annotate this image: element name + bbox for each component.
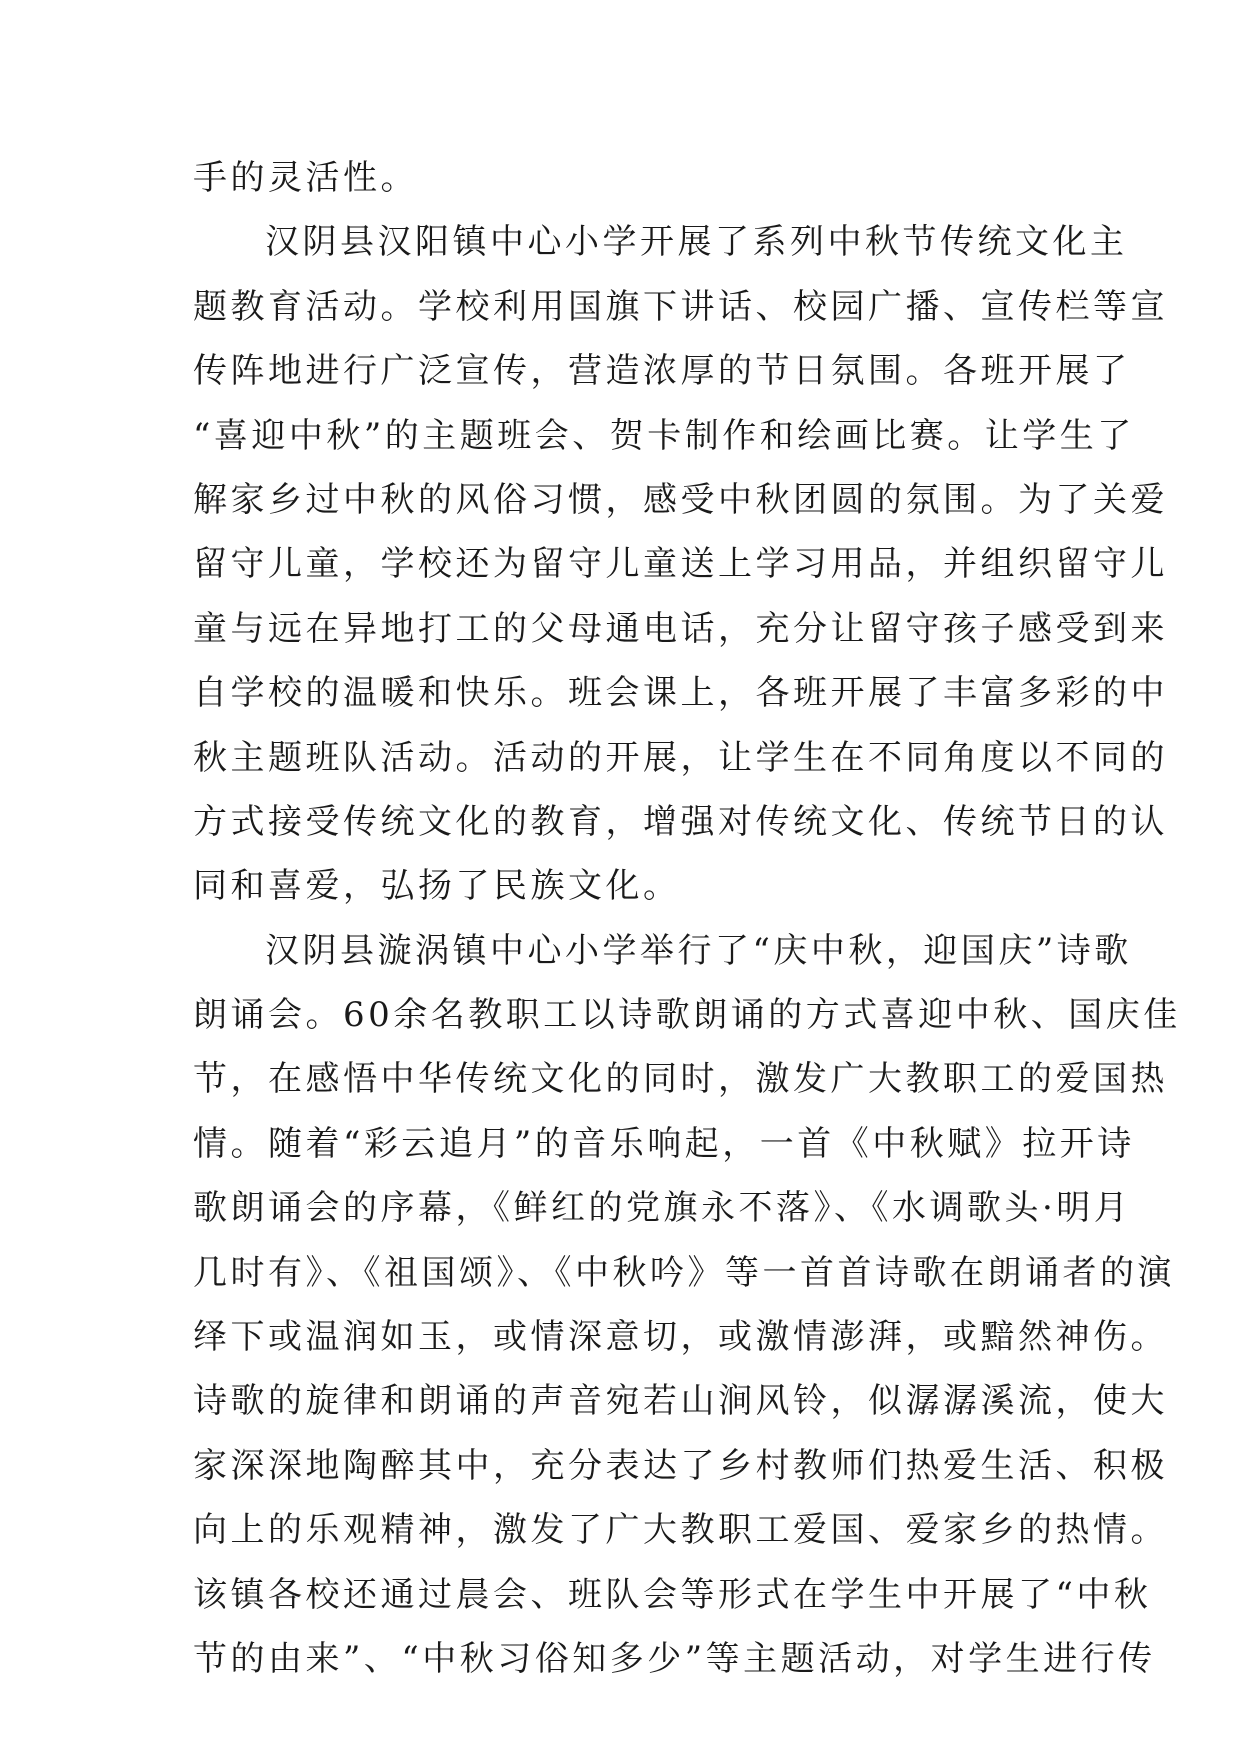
text-line: 汉阴县漩涡镇中心小学举行了“庆中秋，迎国庆”诗歌 <box>265 930 1132 971</box>
text-line: 情。随着“彩云追月”的音乐响起，一首《中秋赋》拉开诗 <box>193 1123 1135 1164</box>
text-line: 诗歌的旋律和朗诵的声音宛若山涧风铃，似潺潺溪流，使大 <box>193 1381 1168 1422</box>
text-line: 朗诵会。60余名教职工以诗歌朗诵的方式喜迎中秋、国庆佳 <box>193 995 1181 1036</box>
text-line: 解家乡过中秋的风俗习惯，感受中秋团圆的氛围。为了关爱 <box>193 479 1168 520</box>
text-line: 童与远在异地打工的父母通电话，充分让留守孩子感受到来 <box>193 608 1168 649</box>
text-line: 节的由来”、“中秋习俗知多少”等主题活动，对学生进行传 <box>193 1638 1156 1679</box>
text-line: 绎下或温润如玉，或情深意切，或激情澎湃，或黯然神伤。 <box>193 1317 1168 1358</box>
text-line: 同和喜爱，弘扬了民族文化。 <box>193 866 681 907</box>
text-line: 留守儿童，学校还为留守儿童送上学习用品，并组织留守儿 <box>193 544 1168 585</box>
text-line: 歌朗诵会的序幕，《鲜红的党旗永不落》、《水调歌头·明月 <box>193 1188 1132 1229</box>
body-text <box>193 146 1181 1691</box>
text-line: 向上的乐观精神，激发了广大教职工爱国、爱家乡的热情。 <box>193 1510 1168 1551</box>
text-line: 方式接受传统文化的教育，增强对传统文化、传统节日的认 <box>193 801 1168 842</box>
text-line: 该镇各校还通过晨会、班队会等形式在学生中开展了“中秋 <box>193 1574 1152 1615</box>
text-line: 汉阴县汉阳镇中心小学开展了系列中秋节传统文化主 <box>265 222 1128 263</box>
text-line: 题教育活动。学校利用国旗下讲话、校园广播、宣传栏等宣 <box>193 286 1168 327</box>
text-line: 节，在感悟中华传统文化的同时，激发广大教职工的爱国热 <box>193 1059 1168 1100</box>
text-line: 自学校的温暖和快乐。班会课上，各班开展了丰富多彩的中 <box>193 673 1168 714</box>
text-line: 手的灵活性。 <box>193 158 418 198</box>
text-line: 秋主题班队活动。活动的开展，让学生在不同角度以不同的 <box>193 737 1168 778</box>
text-line: “喜迎中秋”的主题班会、贺卡制作和绘画比赛。让学生了 <box>193 415 1135 456</box>
text-line: 传阵地进行广泛宣传，营造浓厚的节日氛围。各班开展了 <box>193 351 1131 392</box>
text-line: 家深深地陶醉其中，充分表达了乡村教师们热爱生活、积极 <box>193 1445 1168 1486</box>
text-line: 几时有》、《祖国颂》、《中秋吟》等一首首诗歌在朗诵者的演 <box>193 1252 1175 1293</box>
